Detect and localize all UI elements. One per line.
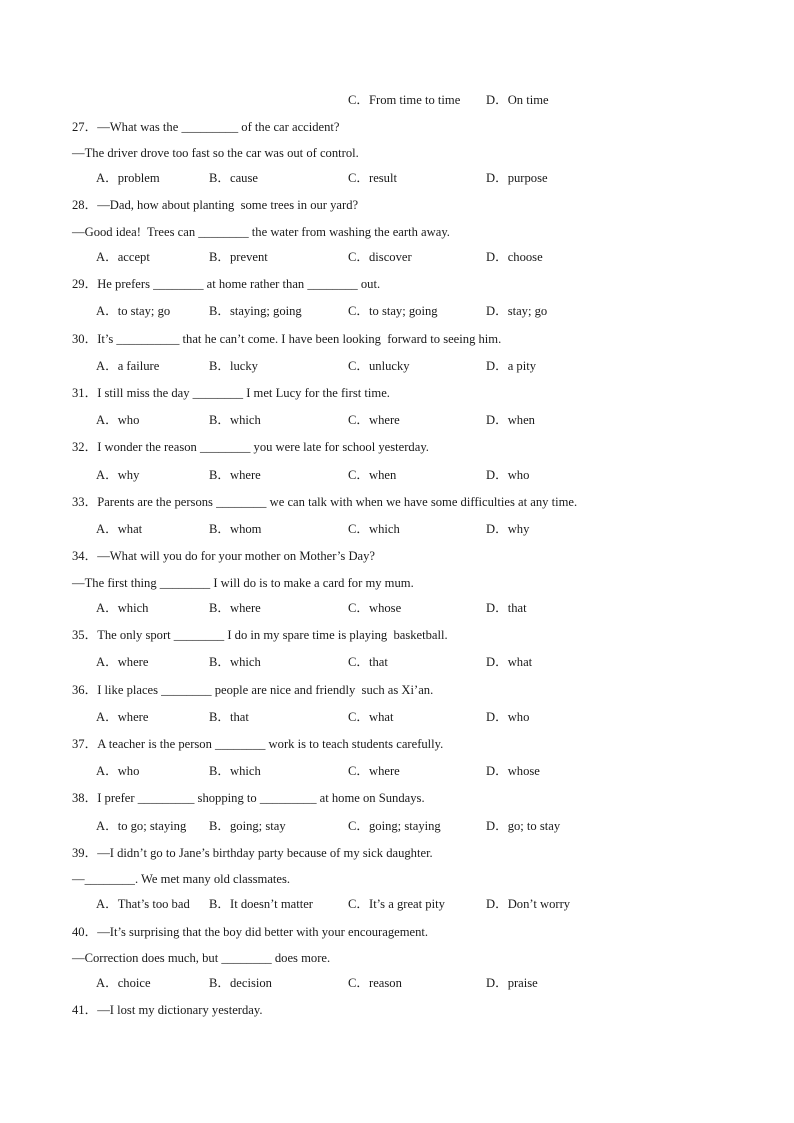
answer-option: D．stay; go xyxy=(486,304,548,318)
answer-option: D．when xyxy=(486,413,535,427)
question-line: 31．I still miss the day ________ I met Lucy for the first time. xyxy=(72,386,390,400)
question-line: 38．I prefer _________ shopping to _________ at home on Sundays. xyxy=(72,791,425,805)
question-line: —________. We met many old classmates. xyxy=(72,872,291,886)
answer-option: D．On time xyxy=(486,93,549,107)
answer-option: B．whom xyxy=(209,522,262,536)
answer-option: B．lucky xyxy=(209,359,258,373)
answer-option: C．what xyxy=(348,710,394,724)
question-line: 28．—Dad, how about planting some trees in our yard? xyxy=(72,198,359,212)
answer-option: D．praise xyxy=(486,976,538,990)
answer-option: A．problem xyxy=(96,171,160,185)
answer-option: A．why xyxy=(96,468,140,482)
answer-option: A．where xyxy=(96,710,149,724)
answer-option: C．From time to time xyxy=(348,93,461,107)
answer-option: C．going; staying xyxy=(348,819,441,833)
answer-option: B．where xyxy=(209,601,261,615)
answer-option: D．a pity xyxy=(486,359,537,373)
answer-option: C．It’s a great pity xyxy=(348,897,445,911)
answer-option: B．staying; going xyxy=(209,304,302,318)
answer-option: C．discover xyxy=(348,250,412,264)
answer-option: D．Don’t worry xyxy=(486,897,571,911)
answer-option: D．what xyxy=(486,655,533,669)
answer-option: A．That’s too bad xyxy=(96,897,190,911)
answer-option: D．why xyxy=(486,522,530,536)
answer-option: B．that xyxy=(209,710,249,724)
question-line: 40．—It’s surprising that the boy did better with your encouragement. xyxy=(72,925,429,939)
question-line: —The first thing ________ I will do is to make a card for my mum. xyxy=(72,576,414,590)
answer-option: B．It doesn’t matter xyxy=(209,897,313,911)
answer-option: B．which xyxy=(209,655,261,669)
question-line: 35．The only sport ________ I do in my spare time is playing basketball. xyxy=(72,628,448,642)
answer-option: A．what xyxy=(96,522,143,536)
question-line: 37．A teacher is the person ________ work is to teach students carefully. xyxy=(72,737,444,751)
question-line: 27．—What was the _________ of the car accident? xyxy=(72,120,340,134)
answer-option: B．decision xyxy=(209,976,272,990)
question-line: —The driver drove too fast so the car was out of control. xyxy=(72,146,359,160)
answer-option: A．who xyxy=(96,764,140,778)
answer-option: A．where xyxy=(96,655,149,669)
answer-option: A．who xyxy=(96,413,140,427)
answer-option: B．going; stay xyxy=(209,819,286,833)
answer-option: B．which xyxy=(209,413,261,427)
answer-option: A．a failure xyxy=(96,359,160,373)
question-line: 32．I wonder the reason ________ you were late for school yesterday. xyxy=(72,440,429,454)
answer-option: C．where xyxy=(348,764,400,778)
answer-option: C．result xyxy=(348,171,397,185)
answer-option: D．purpose xyxy=(486,171,548,185)
question-line: 41．—I lost my dictionary yesterday. xyxy=(72,1003,263,1017)
question-line: 30．It’s __________ that he can’t come. I have been looking forward to seeing him. xyxy=(72,332,502,346)
question-line: 34．—What will you do for your mother on Mother’s Day? xyxy=(72,549,376,563)
answer-option: D．go; to stay xyxy=(486,819,561,833)
answer-option: D．who xyxy=(486,468,530,482)
answer-option: A．which xyxy=(96,601,149,615)
answer-option: D．who xyxy=(486,710,530,724)
answer-option: A．choice xyxy=(96,976,151,990)
answer-option: B．where xyxy=(209,468,261,482)
answer-option: A．accept xyxy=(96,250,150,264)
question-line: 39．—I didn’t go to Jane’s birthday party because of my sick daughter. xyxy=(72,846,433,860)
answer-option: C．reason xyxy=(348,976,402,990)
answer-option: C．unlucky xyxy=(348,359,410,373)
answer-option: C．to stay; going xyxy=(348,304,438,318)
question-line: 33．Parents are the persons ________ we can talk with when we have some difficulties at any time. xyxy=(72,495,578,509)
question-line: 29．He prefers ________ at home rather than ________ out. xyxy=(72,277,381,291)
answer-option: B．which xyxy=(209,764,261,778)
answer-option: D．that xyxy=(486,601,527,615)
answer-option: D．whose xyxy=(486,764,540,778)
answer-option: D．choose xyxy=(486,250,543,264)
question-line: —Good idea! Trees can ________ the water from washing the earth away. xyxy=(72,225,450,239)
answer-option: C．whose xyxy=(348,601,402,615)
answer-option: C．which xyxy=(348,522,400,536)
answer-option: C．when xyxy=(348,468,397,482)
question-line: 36．I like places ________ people are nice and friendly such as Xi’an. xyxy=(72,683,434,697)
answer-option: C．that xyxy=(348,655,388,669)
answer-option: A．to stay; go xyxy=(96,304,171,318)
answer-option: A．to go; staying xyxy=(96,819,187,833)
answer-option: B．cause xyxy=(209,171,258,185)
question-line: —Correction does much, but ________ does more. xyxy=(72,951,331,965)
answer-option: C．where xyxy=(348,413,400,427)
answer-option: B．prevent xyxy=(209,250,268,264)
